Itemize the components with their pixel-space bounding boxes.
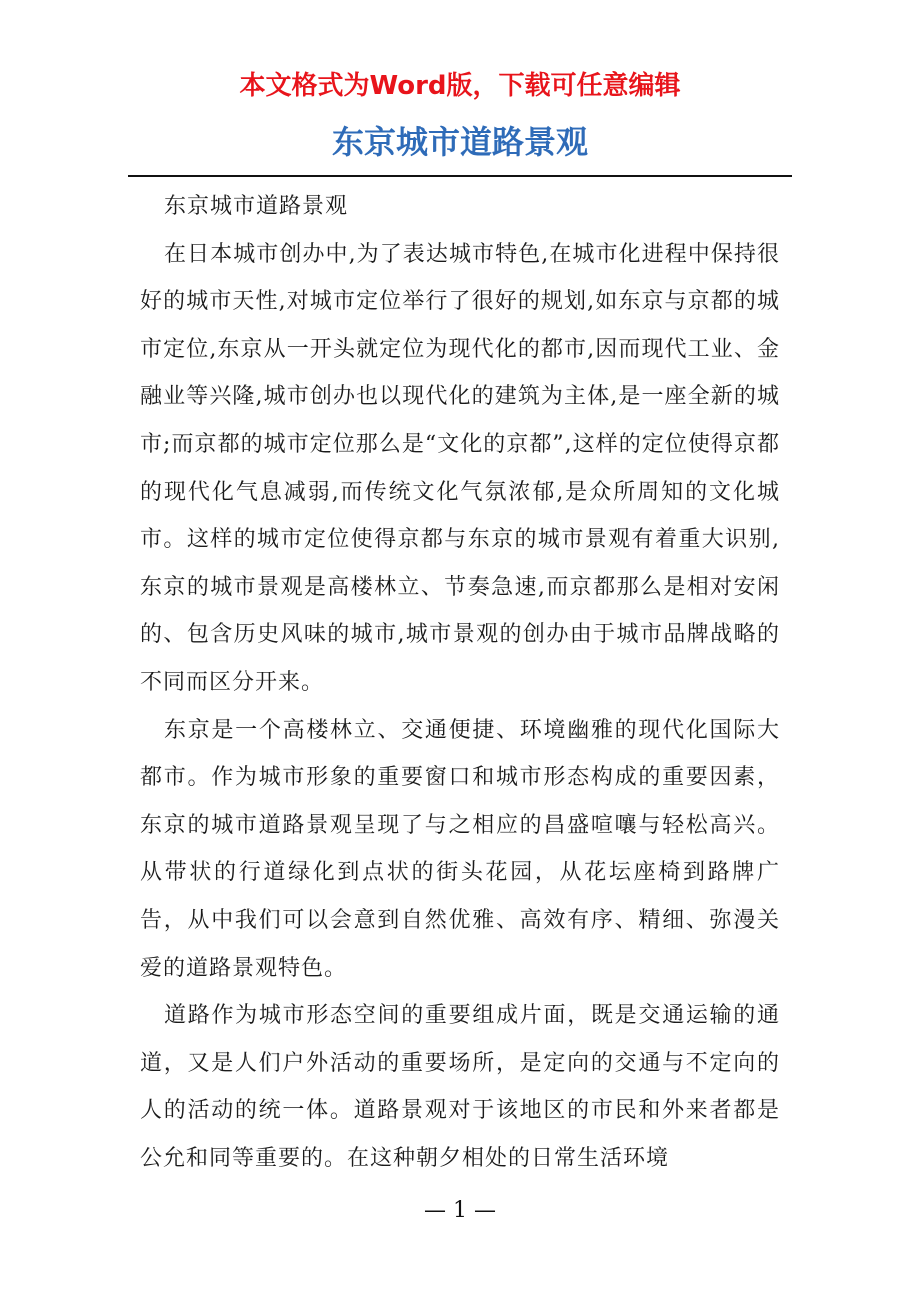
paragraph: 道路作为城市形态空间的重要组成片面，既是交通运输的通道，又是人们户外活动的重要场所，是定向的交通与不定向的人的活动的统一体。道路景观对于该地区的市民和外来者都是公允和同等重要的。在这种朝夕相处的日常生活环境 xyxy=(140,1003,780,1171)
paragraph-subtitle: 东京城市道路景观 xyxy=(164,194,349,219)
paragraph: 东京是一个高楼林立、交通便捷、环境幽雅的现代化国际大都市。作为城市形象的重要窗口和城市形态构成的重要因素，东京的城市道路景观呈现了与之相应的昌盛喧嚷与轻松高兴。从带状的行道绿化到点状的街头花园，从花坛座椅到路牌广告，从中我们可以会意到自然优雅、高效有序、精细、弥漫关爱的道路景观特色。 xyxy=(140,717,780,981)
format-notice-banner: 本文格式为Word版，下载可任意编辑 xyxy=(239,71,681,101)
document-title: 东京城市道路景观 xyxy=(331,123,588,161)
page-number: — 1 — xyxy=(424,1198,496,1223)
document-body xyxy=(140,183,780,1182)
paragraph: 在日本城市创办中,为了表达城市特色,在城市化进程中保持很好的城市天性,对城市定位举行了很好的规划,如东京与京都的城市定位,东京从一开头就定位为现代化的都市,因而现代工业、金融业等兴隆,城市创办也以现代化的建筑为主体,是一座全新的城市;而京都的城市定位那么是“文化的京都”,这样的定位使得京都的现代化气息减弱,而传统文化气氛浓郁,是众所周知的文化城市。这样的城市定位使得京都与东京的城市景观有着重大识别,东京的城市景观是高楼林立、节奏急速,而京都那么是相对安闲的、包含历史风味的城市,城市景观的创办由于城市品牌战略的不同而区分开来。 xyxy=(140,241,780,695)
title-divider xyxy=(128,175,792,177)
